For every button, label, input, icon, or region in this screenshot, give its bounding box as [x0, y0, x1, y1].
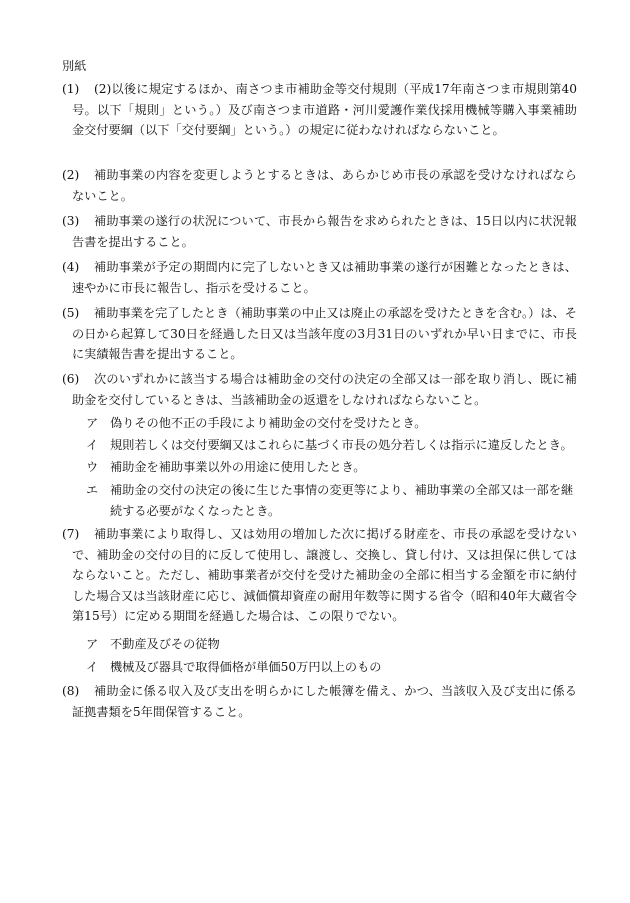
clause-number: (4) — [62, 260, 80, 274]
clause-text: 補助事業の遂行の状況について、市長から報告を求められたときは、15日以内に状況報告書を提出すること。 — [72, 214, 577, 249]
clause-text: 補助事業により取得し、又は効用の増加した次に掲げる財産を、市長の承認を受けないで、補助金の交付の目的に反して使用し、譲渡し、交換し、貸し付け、又は担保に供してはならないこと。ただし、補助事業者が交付を受けた補助金の全部に相当する金額を市に納付した場合又は当該財産に応じ、減価償却資産の耐用年数等に関する省令（昭和40年大蔵省令第15号）に定める期間を経過した場合は、この限りでない。 — [72, 527, 577, 624]
sub-item-mark: イ — [86, 660, 99, 674]
clause-text: 補助事業が予定の期間内に完了しないとき又は補助事業の遂行が困難となったときは、速やかに市長に報告し、指示を受けること。 — [72, 260, 577, 295]
clause-text: 補助事業を完了したとき（補助事業の中止又は廃止の承認を受けたときを含む。）は、その日から起算して30日を経過した日又は当該年度の3月31日のいずれか早い日までに、市長に実績報告書を提出すること。 — [72, 306, 577, 362]
attachment-heading: 別紙 — [62, 59, 87, 73]
sub-item-mark: エ — [86, 483, 99, 497]
clause-number: (3) — [62, 214, 80, 228]
clause-text: 補助事業の内容を変更しようとするときは、あらかじめ市長の承認を受けなければならないこと。 — [72, 168, 577, 203]
sub-item-mark: ア — [86, 416, 99, 430]
clause-number: (7) — [62, 527, 80, 541]
sub-item-text: 機械及び器具で取得価格が単価50万円以上のもの — [110, 660, 382, 674]
clause-text: (2)以後に規定するほか、南さつま市補助金等交付規則（平成17年南さつま市規則第40号。以下「規則」という。）及び南さつま市道路・河川愛護作業伐採用機械等購入事業補助金交付要綱（以下「交付要綱」という。）の規定に従わなければならないこと。 — [72, 82, 577, 138]
sub-item-text: 補助金の交付の決定の後に生じた事情の変更等により、補助事業の全部又は一部を継続する必要がなくなったとき。 — [110, 483, 574, 518]
clause-number: (2) — [62, 168, 80, 182]
sub-item-mark: ア — [86, 637, 99, 651]
sub-item-mark: イ — [86, 438, 99, 452]
sub-item-text: 不動産及びその従物 — [110, 637, 220, 651]
clause-number: (5) — [62, 306, 80, 320]
sub-item-text: 規則若しくは交付要綱又はこれらに基づく市長の処分若しくは指示に違反したとき。 — [110, 438, 573, 452]
sub-item-text: 偽りその他不正の手段により補助金の交付を受けたとき。 — [110, 416, 427, 430]
clause-number: (6) — [62, 372, 80, 386]
sub-item-mark: ウ — [86, 460, 99, 474]
sub-item-text: 補助金を補助事業以外の用途に使用したとき。 — [110, 460, 366, 474]
clause-text: 次のいずれかに該当する場合は補助金の交付の決定の全部又は一部を取り消し、既に補助金を交付しているときは、当該補助金の返還をしなければならないこと。 — [72, 372, 577, 407]
clause-text: 補助金に係る収入及び支出を明らかにした帳簿を備え、かつ、当該収入及び支出に係る証拠書類を5年間保管すること。 — [72, 684, 577, 719]
clause-number: (1) — [62, 82, 80, 96]
clause-number: (8) — [62, 684, 80, 698]
